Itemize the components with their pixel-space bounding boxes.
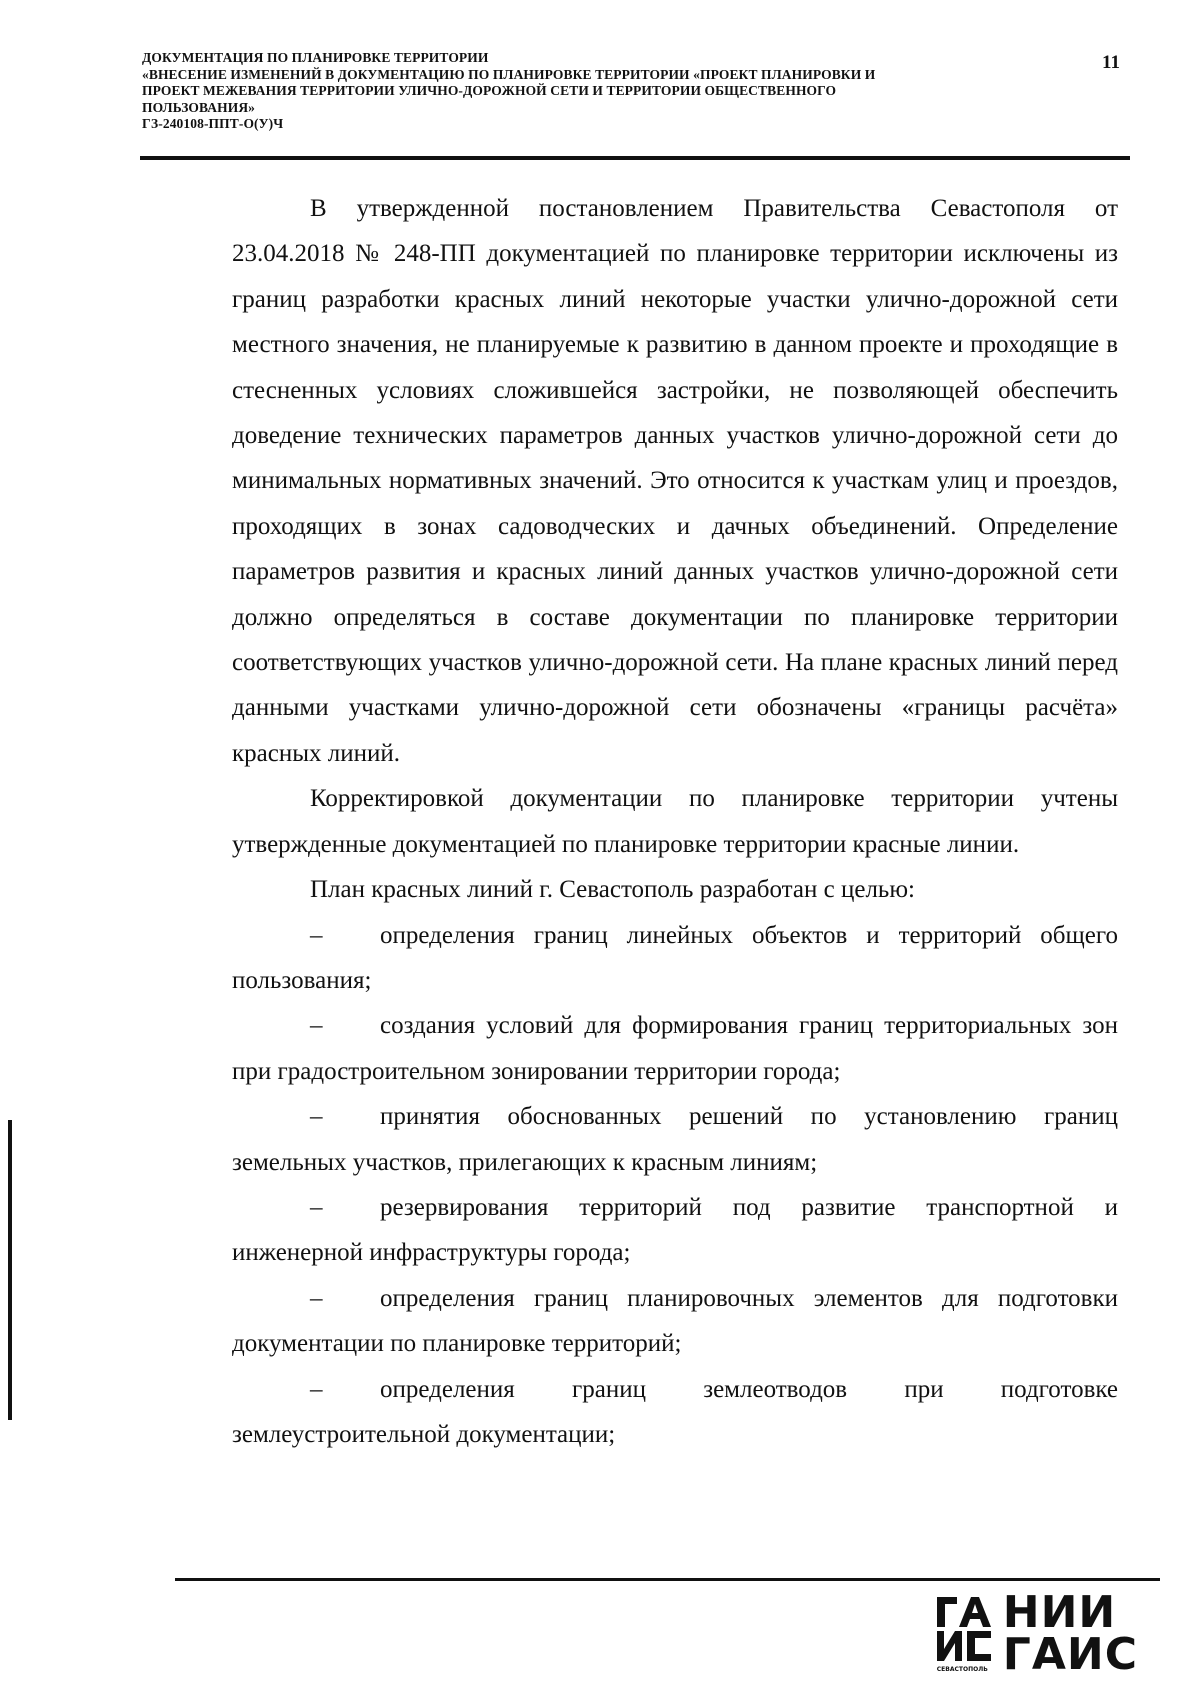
paragraph-1: В утвержденной постановлением Правительства Севастополя от 23.04.2018 № 248-ПП документацией по планировке территории исключены из границ разработки красных линий некоторые участки улично-дорожной сети местного значения, не планируемые к развитию в данном проекте и проходящие в стесненных условиях сложившейся застройки, не позволяющей обеспечить доведение технических параметров данных участков улично-дорожной сети до минимальных нормативных значений. Это относится к участкам улиц и проездов, проходящих в зонах садоводческих и дачных объединений. Определение параметров развития и красных линий данных участков улично-дорожной сети должно определяться в составе документации по планировке территории соответствующих участков улично-дорожной сети. На плане красных линий перед данными участками улично-дорожной сети обозначены «границы расчёта» красных линий. <box>232 195 1118 767</box>
header-line-1: ДОКУМЕНТАЦИЯ ПО ПЛАНИРОВКЕ ТЕРРИТОРИИ <box>142 50 489 65</box>
list-dash: – <box>310 1193 323 1221</box>
logo-line-1: НИИ <box>1002 1587 1117 1638</box>
list-item <box>232 1185 1118 1276</box>
niigais-logo <box>935 1587 1138 1680</box>
list-item-text: определения границ планировочных элементов для подготовки документации по планировке территорий; <box>232 1284 1118 1358</box>
list-item <box>232 913 1118 1004</box>
document-body <box>232 186 1118 1457</box>
logo-wordmark <box>1002 1587 1138 1680</box>
list-dash: – <box>310 1103 323 1131</box>
header-divider <box>140 156 1130 160</box>
scan-edge-mark <box>8 1120 12 1420</box>
emblem-mark-icon <box>935 1595 993 1665</box>
list-item <box>232 1094 1118 1185</box>
list-item-text: принятия обоснованных решений по установлению границ земельных участков, прилегающих к красным линиям; <box>232 1103 1118 1176</box>
paragraph-2: Корректировкой документации по планировке территории учтены утвержденные документацией по планировке территории красные линии. <box>232 785 1118 858</box>
list-dash: – <box>310 1284 323 1312</box>
page-number: 11 <box>1102 52 1120 73</box>
list-item-text: резервирования территорий под развитие транспортной и инженерной инфраструктуры города; <box>232 1193 1118 1267</box>
list-dash: – <box>310 1375 323 1403</box>
logo-line-2: ГАИС <box>1002 1629 1138 1680</box>
list-item-text: определения границ линейных объектов и территорий общего пользования; <box>232 921 1118 994</box>
list-item-text: создания условий для формирования границ территориальных зон при градостроительном зонировании территории города; <box>232 1012 1118 1085</box>
document-header <box>142 50 1062 133</box>
logo-emblem-icon <box>935 1595 993 1673</box>
footer-divider <box>175 1578 1160 1581</box>
list-dash: – <box>310 921 323 949</box>
list-item <box>232 1276 1118 1367</box>
header-line-4: ПОЛЬЗОВАНИЯ» <box>142 99 256 115</box>
header-line-2: «ВНЕСЕНИЕ ИЗМЕНЕНИЙ В ДОКУМЕНТАЦИЮ ПО ПЛАНИРОВКЕ ТЕРРИТОРИИ «ПРОЕКТ ПЛАНИРОВКИ И <box>142 66 876 82</box>
list-dash: – <box>310 1012 323 1040</box>
document-code: ГЗ-240108-ППТ-О(У)Ч <box>142 116 284 131</box>
list-item <box>232 1003 1118 1094</box>
logo-caption: СЕВАСТОПОЛЬ <box>936 1666 988 1673</box>
list-item <box>232 1367 1118 1458</box>
header-line-3: ПРОЕКТ МЕЖЕВАНИЯ ТЕРРИТОРИИ УЛИЧНО-ДОРОЖНОЙ СЕТИ И ТЕРРИТОРИИ ОБЩЕСТВЕННОГО <box>142 83 837 98</box>
paragraph-3: План красных линий г. Севастополь разработан с целью: <box>310 876 915 904</box>
list-item-text: определения границ землеотводов при подготовке землеустроительной документации; <box>232 1375 1118 1448</box>
